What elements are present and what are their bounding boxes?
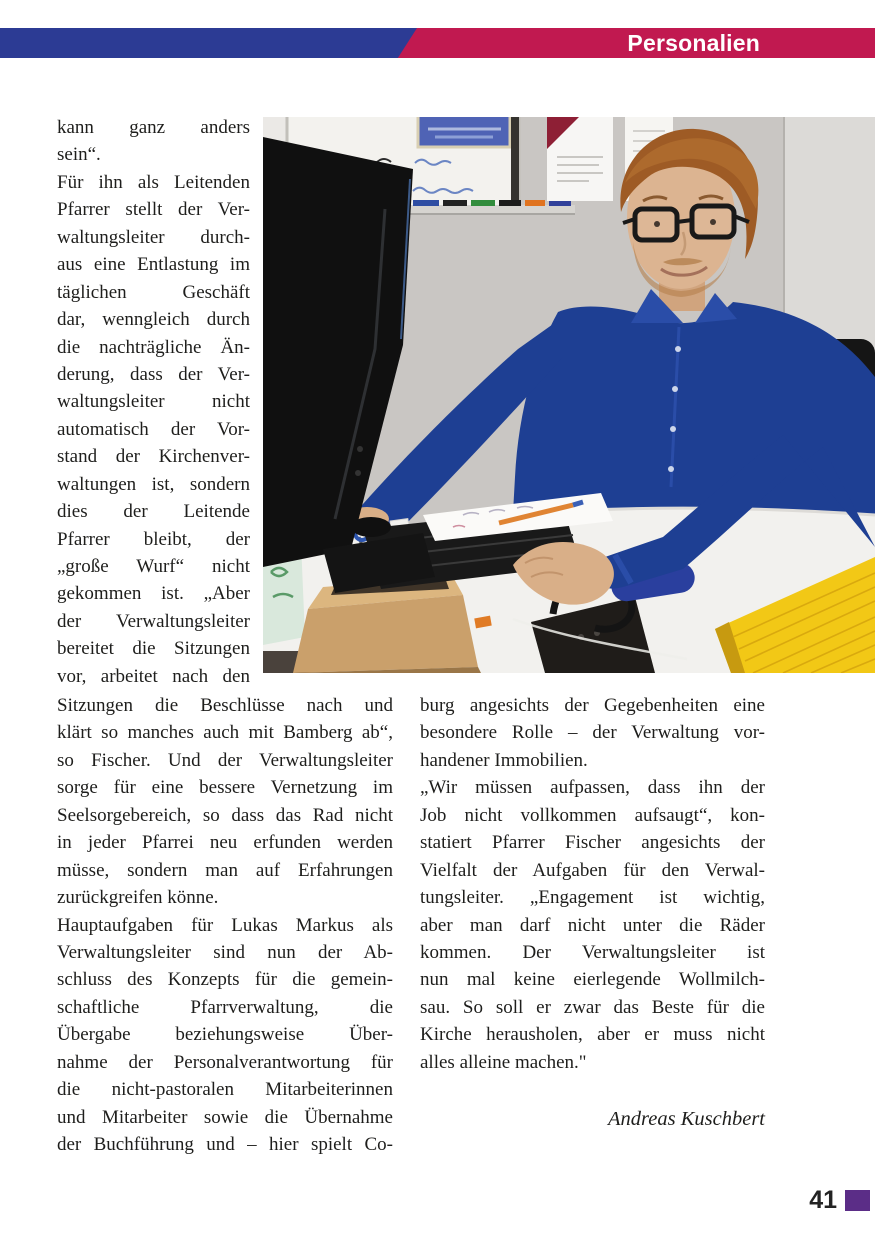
article-column-right (420, 692, 765, 1076)
text-line: automatisch der Vor- (57, 418, 250, 440)
text-line: Pfarrer bleibt, der (57, 528, 250, 550)
text-line: bereitet die Sitzungen (57, 638, 250, 660)
text-line: dies der Leitende (57, 501, 250, 523)
text-line: Vielfalt der Aufgaben für den Verwal- (420, 859, 765, 881)
text-line: statiert Pfarrer Fischer angesichts der (420, 832, 765, 854)
text-line: schaftliche Pfarrverwaltung, die (57, 996, 393, 1018)
text-line: burg angesichts der Gegebenheiten eine (420, 695, 765, 716)
text-line: waltungsleiter durch- (57, 226, 250, 248)
text-line: Pfarrer stellt der Ver- (57, 199, 250, 221)
article-column-left (57, 692, 393, 1158)
text-line: Job nicht vollkommen aufsaugt“, kon- (420, 804, 765, 826)
article-column-left-narrow (57, 114, 250, 690)
article-photo (263, 117, 875, 673)
text-line: Verwaltungsleiter sind nun der Ab- (57, 941, 393, 963)
text-line: Für ihn als Leitenden (57, 171, 250, 193)
text-line: täglichen Geschäft (57, 281, 250, 303)
text-line: Übergabe beziehungsweise Über- (57, 1024, 393, 1046)
text-line: die nicht-pastoralen Mitarbeiterinnen (57, 1079, 393, 1101)
text-line: dar, wenngleich durch (57, 309, 250, 331)
text-line: waltungen ist, sondern (57, 473, 250, 495)
text-line: „Wir müssen aufpassen, dass ihn der (420, 777, 765, 799)
text-line: gekommen ist. „Aber (57, 583, 250, 605)
text-line: waltungsleiter nicht (57, 391, 250, 413)
text-line: sau. So soll er zwar das Beste für die (420, 996, 765, 1018)
text-line: kann ganz anders (57, 117, 250, 138)
text-line: in jeder Pfarrei neu erfunden werden (57, 832, 393, 854)
text-line: sorge für eine bessere Vernetzung im (57, 777, 393, 799)
text-line: und Mitarbeiter sowie die Übernahme (57, 1106, 393, 1128)
text-line: vor, arbeitet nach den (57, 665, 250, 687)
text-line: derung, dass der Ver- (57, 363, 250, 385)
text-line: Kirche herausholen, aber er muss nicht (420, 1024, 765, 1046)
text-line: der Buchführung und – hier spielt Co- (57, 1134, 393, 1155)
text-line: sein“. (57, 144, 101, 166)
text-line: müsse, sondern man auf Erfahrungen (57, 859, 393, 881)
text-line: aber man darf nicht unter die Räder (420, 914, 765, 936)
section-title: Personalien (627, 30, 760, 56)
text-line: der Verwaltungsleiter (57, 610, 250, 632)
text-line: besondere Rolle – der Verwaltung vor- (420, 722, 765, 744)
text-line: nun mal keine eierlegende Wollmilch- (420, 969, 765, 991)
author-signature: Andreas Kuschbert (608, 1108, 765, 1130)
text-line: klärt so manches auch mit Bamberg ab“, (57, 722, 393, 744)
page-corner-square (845, 1190, 870, 1211)
text-line: alles alleine machen." (420, 1051, 587, 1073)
text-line: zurückgreifen könne. (57, 887, 219, 909)
text-line: „große Wurf“ nicht (57, 556, 250, 577)
text-line: die nachträgliche Än- (57, 336, 250, 358)
text-line: schluss des Konzepts für die gemein- (57, 969, 393, 991)
text-line: handener Immobilien. (420, 749, 588, 771)
text-line: kommen. Der Verwaltungsleiter ist (420, 941, 765, 963)
text-line: stand der Kirchenver- (57, 446, 250, 468)
section-header (0, 28, 875, 58)
text-line: so Fischer. Und der Verwaltungsleiter (57, 749, 393, 771)
text-line: Sitzungen die Beschlüsse nach und (57, 695, 393, 716)
page-footer (700, 1186, 870, 1214)
text-line: Hauptaufgaben für Lukas Markus als (57, 914, 393, 936)
page-number: 41 (809, 1185, 837, 1214)
text-line: tungsleiter. „Engagement ist wichtig, (420, 887, 765, 909)
text-line: aus eine Entlastung im (57, 254, 250, 276)
text-line: Seelsorgebereich, so dass das Rad nicht (57, 804, 393, 826)
text-line: nahme der Personalverantwortung für (57, 1051, 393, 1073)
